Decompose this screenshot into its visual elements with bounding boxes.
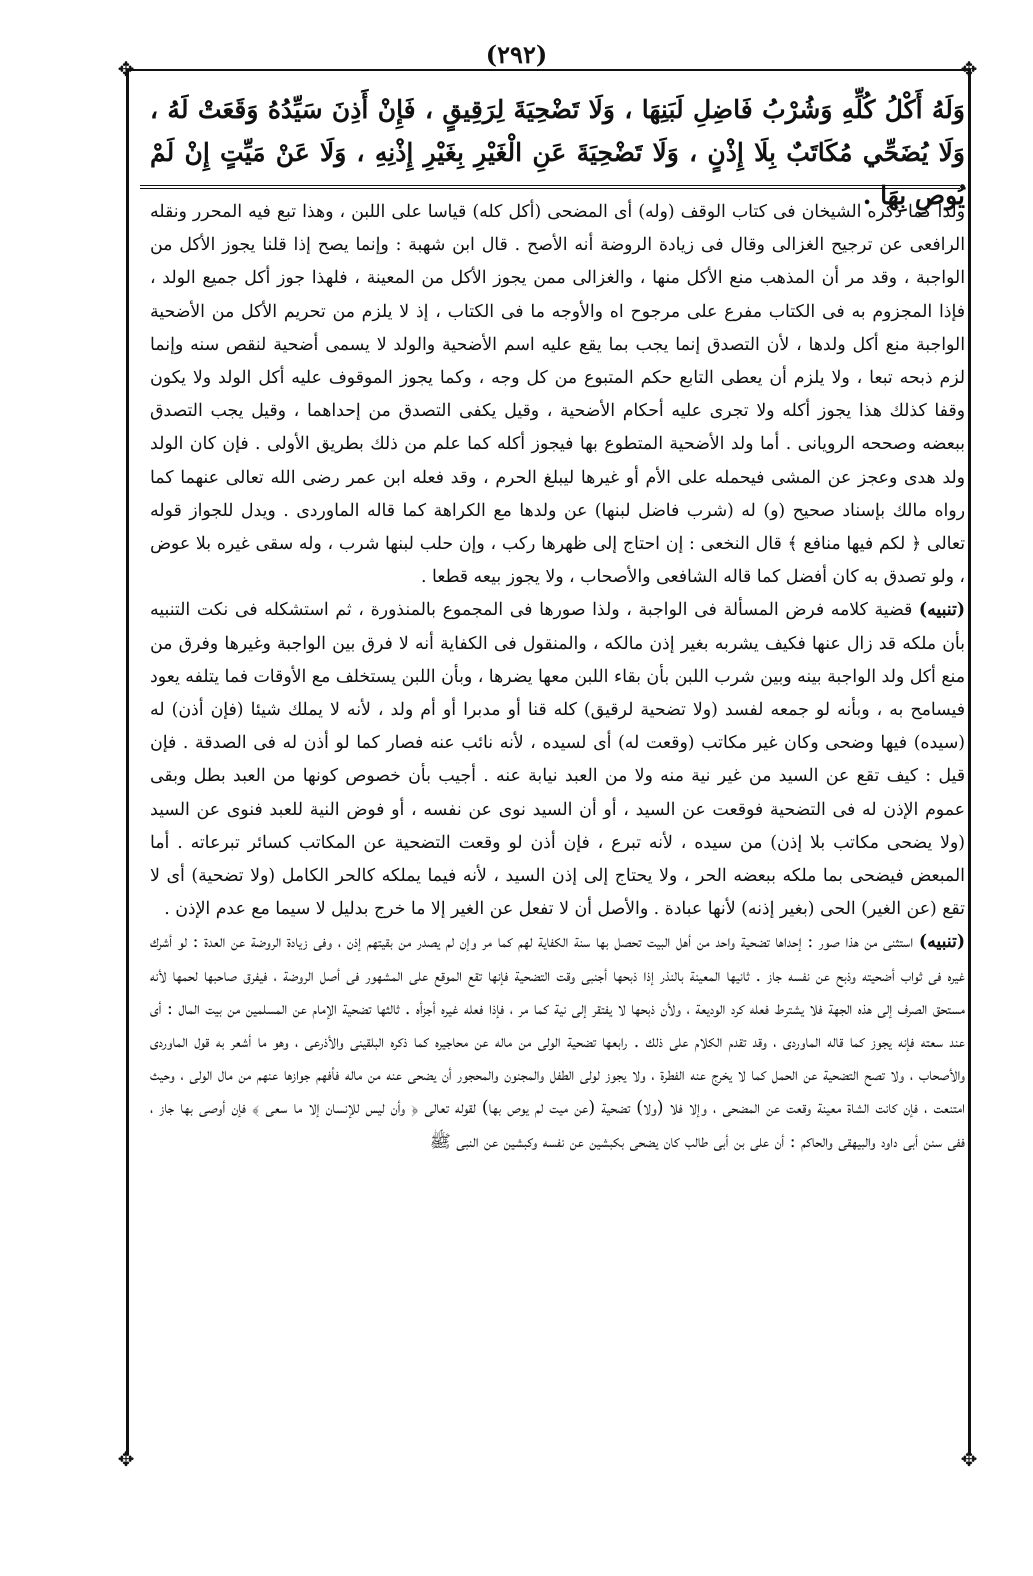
frame-top-line xyxy=(126,69,968,71)
sharh-paragraph xyxy=(150,594,965,926)
note-text: استثنى من هذا صور : إحداها تضحية واحد من أهل البيت تحصل بها سنة الكفاية لهم كما مر وإن لم يصدر من بقيتهم إذن ، وفى زيادة الروضة عن العدة : لو أشرك غيره فى ثواب أضحيته وذبح عن نفسه جاز . ثانيها المعينة بالنذر إذا ذبحها أجنبى وقت التضحية فإنها تقع الموقع على المشهور فى أصل الروضة ، فيفرق صاحبها لحمها لأنه مستحق الصرف إلى هذه الجهة فلا يشترط فعله كرد الوديعة ، ولأن ذبحها لا يفتقر إلى نية كما مر ، فإذا فعله غيره أجزأه . ثالثها تضحية الإمام عن المسلمين من بيت المال : أى عند سعته فإنه يجوز كما قاله الماوردى ، وقد تقدم الكلام على ذلك . رابعها تضحية الولى من ماله عن محاجيره كما ذكره البلقينى والأذرعى ، وهو ما أشعر به قول الماوردى والأصحاب ، ولا تصح التضحية عن الحمل كما لا يخرج عنه الفطرة ، ولا يجوز لولى الطفل والمجنون والمحجور أن يضحى عنه من ماله فأفهم جوازها عنهم من مال الولى ، وحيث امتنعت ، فإن كانت الشاة معينة وقعت عن المضحى ، وإلا فلا (ولا) تضحية (عن ميت لم يوص بها) لقوله تعالى ﴿ وأن ليس للإنسان إلا ما سعى ﴾ فإن أوصى بها جاز ، ففى سنن أبى داود والبيهقى والحاكم : أن على بن أبى طالب كان يضحى بكبشين عن نفسه وكبشين عن النبى ﷺ xyxy=(150,932,965,1152)
corner-ornament-icon: ✥ xyxy=(117,1447,135,1471)
corner-ornament-icon: ✥ xyxy=(960,1447,978,1471)
matn-text: وَلَهُ أَكْلُ كُلِّهِ وَشُرْبُ فَاضِلِ لَبَنِهَا ، وَلَا تَضْحِيَةَ لِرَقِيقٍ ، فَإِنْ أَذِنَ سَيِّدُهُ وَقَعَتْ لَهُ ، وَلَا يُضَحِّي مُكَاتَبٌ بِلَا إِذْنٍ ، وَلَا تَضْحِيَةَ عَنِ الْغَيْرِ بِغَيْرِ إِذْنِهِ ، وَلَا عَنْ مَيِّتٍ إِنْ لَمْ يُوصِ بِهَا . xyxy=(150,95,965,210)
frame-right-line xyxy=(968,69,971,1454)
matn-separator xyxy=(140,185,960,189)
sharh-body xyxy=(150,196,965,1576)
sharh-paragraph: ولدا كما ذكره الشيخان فى كتاب الوقف (وله) أى المضحى (أكل كله) قياسا على اللبن ، وهذا تبع فيه المحرر ونقله الرافعى عن ترجيح الغزالى وقال فى زيادة الروضة أنه الأصح . قال ابن شهبة : وإنما يصح إذا قلنا يجوز الأكل من الواجبة ، وقد مر أن المذهب منع الأكل منها ، والغزالى ممن يجوز الأكل من المعينة ، فلهذا جوز أكل جميع الولد ، فإذا المجزوم به فى الكتاب مفرع على مرجوح اه والأوجه ما فى الكتاب ، إذ لا يلزم من تحريم الأكل من الأضحية الواجبة منع أكل ولدها ، لأن التصدق إنما يجب بما يقع عليه اسم الأضحية والولد لا يسمى أضحية لنقص سنه وإنما لزم ذبحه تبعا ، ولا يلزم أن يعطى التابع حكم المتبوع من كل وجه ، وكما يجوز الموقوف عليه أكل الولد ولا يكون وقفا كذلك هذا يجوز أكله ولا تجرى عليه أحكام الأضحية ، وقيل يكفى التصدق من إحداهما ، وقيل يجب التصدق ببعضه وصححه الرويانى . أما ولد الأضحية المتطوع بها فيجوز أكله كما علم من ذلك بطريق الأولى . فإن كان الولد ولد هدى وعجز عن المشى فيحمله على الأم أو غيرها ليبلغ الحرم ، وقد فعله ابن عمر رضى الله تعالى عنهما كما رواه مالك بإسناد صحيح (و) له (شرب فاضل لبنها) عن ولدها مع الكراهة كما قاله الماوردى . ويدل للجواز قوله تعالى ﴿ لكم فيها منافع ﴾ قال النخعى : إن احتاج إلى ظهرها ركب ، وإن حلب لبنها شرب ، وله سقى غيره بلا عوض ، ولو تصدق به كان أفضل كما قاله الشافعى والأصحاب ، ولا يجوز بيعه قطعا . xyxy=(150,202,965,588)
corner-ornament-icon: ✥ xyxy=(960,57,978,81)
page-number: (٢٩٢) xyxy=(485,40,548,69)
note-label: (تنبيه) xyxy=(918,600,965,621)
sharh-paragraph xyxy=(150,926,965,1158)
corner-ornament-icon: ✥ xyxy=(117,57,135,81)
note-label: (تنبيه) xyxy=(918,932,965,953)
frame-left-line xyxy=(126,69,129,1454)
note-text: قضية كلامه فرض المسألة فى الواجبة ، ولذا صورها فى المجموع بالمنذورة ، ثم استشكله فى نكت التنبيه بأن ملكه قد زال عنها فكيف يشربه بغير إذن مالكه ، والمنقول فى الكفاية أنه لا فرق بين الواجبة وغيرها وفرق من منع أكل ولد الواجبة بينه وبين شرب اللبن بأن بقاء اللبن معها يضرها ، وبأن اللبن يستخلف مع الأوقات فما يتلفه يعود فيسامح به ، وبأنه لو جمعه لفسد (ولا تضحية لرقيق) كله قنا أو مدبرا أو أم ولد ، لأنه لا يملك شيئا (فإن أذن) له (سيده) فيها وضحى وكان غير مكاتب (وقعت له) أى لسيده ، لأنه نائب عنه فصار كما لو أذن له فى الصدقة . فإن قيل : كيف تقع عن السيد من غير نية منه ولا من العبد نيابة عنه . أجيب بأن خصوص كونها من العبد بطل وبقى عموم الإذن له فى التضحية فوقعت عن السيد ، أو أن السيد نوى عن نفسه ، أو فوض النية للعبد فنوى عن السيد (ولا يضحى مكاتب بلا إذن) من سيده ، لأنه تبرع ، فإن أذن لو وقعت التضحية عن المكاتب كسائر تبرعاته . أما المبعض فيضحى بما ملكه ببعضه الحر ، ولا يحتاج إلى إذن السيد ، لأنه فيما يملكه كالحر الكامل (ولا تضحية) أى لا تقع (عن الغير) الحى (بغير إذنه) لأنها عبادة . والأصل أن لا تفعل عن الغير إلا ما خرج بدليل لا سيما مع عدم الإذن . xyxy=(150,600,965,920)
